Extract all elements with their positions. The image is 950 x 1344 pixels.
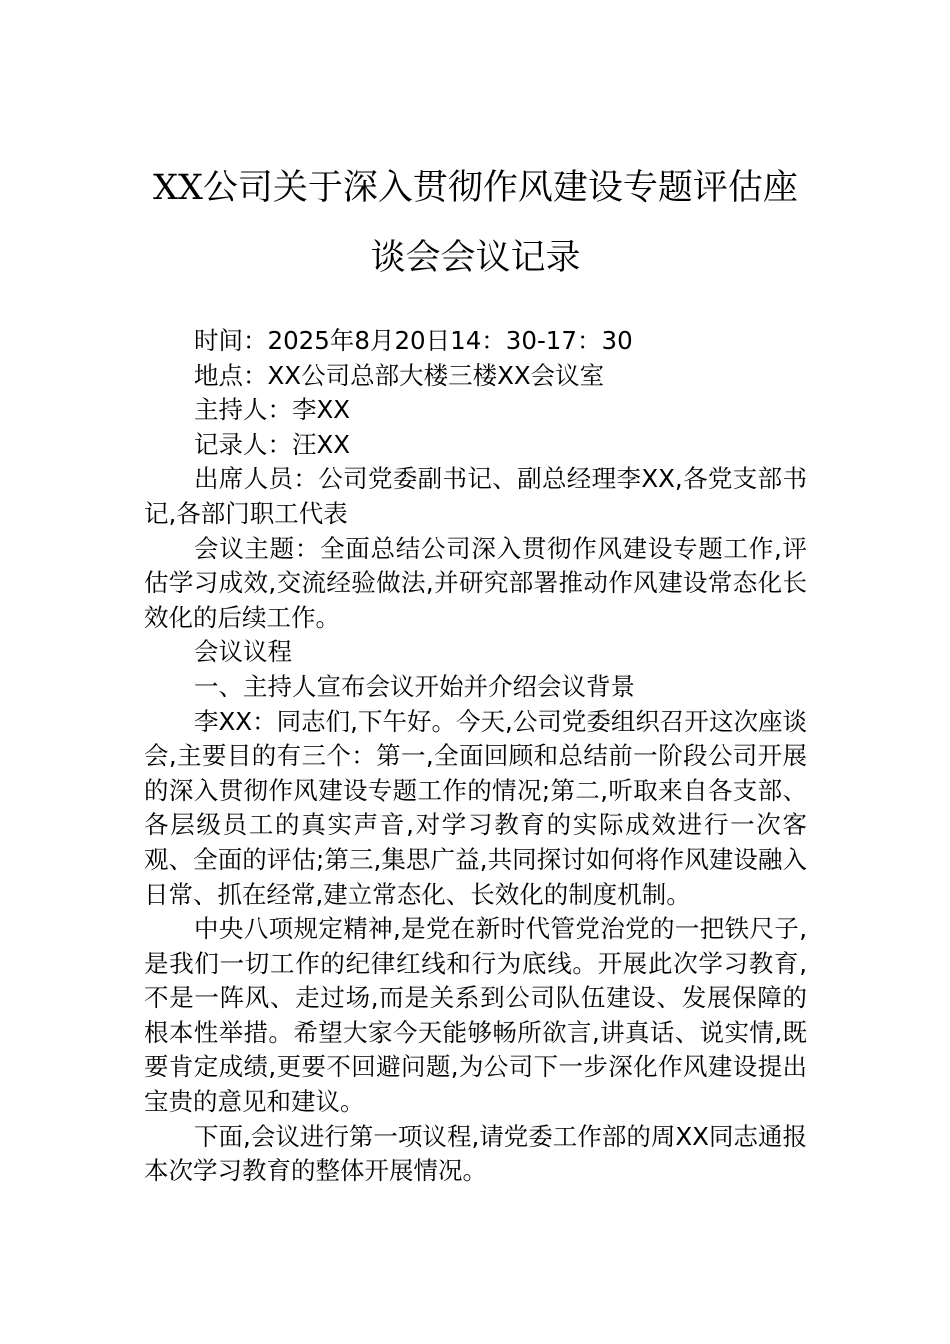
host-speech-paragraph: 李XX：同志们,下午好。今天,公司党委组织召开这次座谈会,主要目的有三个：第一,全面回顾和总结前一阶段公司开展的深入贯彻作风建设专题工作的情况;第二,听取来自各支部、各层级员工的真实声音,对学习教育的实际成效进行一次客观、全面的评估;第三,集思广益,共同探讨如何将作风建设融入日常、抓在经常,建立常态化、长效化的制度机制。: [144, 706, 807, 909]
host-speech-paragraph: 中央八项规定精神,是党在新时代管党治党的一把铁尺子,是我们一切工作的纪律红线和行为底线。开展此次学习教育,不是一阵风、走过场,而是关系到公司队伍建设、发展保障的根本性举措。希望大家今天能够畅所欲言,讲真话、说实情,既要肯定成绩,更要不回避问题,为公司下一步深化作风建设提出宝贵的意见和建议。: [144, 914, 807, 1117]
host-speech-paragraph: 下面,会议进行第一项议程,请党委工作部的周XX同志通报本次学习教育的整体开展情况。: [144, 1121, 807, 1186]
meeting-host: 主持人：李XX: [194, 395, 351, 425]
document-title-line-1: XX公司关于深入贯彻作风建设专题评估座: [153, 168, 798, 208]
document-body: [144, 324, 807, 1189]
meeting-attendees: 出席人员：公司党委副书记、副总经理李XX,各党支部书记,各部门职工代表: [144, 464, 807, 528]
document-title-line-2: 谈会会议记录: [370, 238, 581, 278]
meeting-theme: 会议主题：全面总结公司深入贯彻作风建设专题工作,评估学习成效,交流经验做法,并研究部署推动作风建设常态化长效化的后续工作。: [144, 533, 807, 632]
meeting-recorder: 记录人：汪XX: [194, 429, 351, 459]
meeting-location: 地点：XX公司总部大楼三楼XX会议室: [194, 360, 605, 390]
agenda-heading: 会议议程: [194, 637, 292, 667]
meeting-time: 时间：2025年8月20日14：30-17：30: [194, 326, 633, 355]
agenda-item-1-heading: 一、主持人宣布会议开始并介绍会议背景: [194, 671, 635, 701]
